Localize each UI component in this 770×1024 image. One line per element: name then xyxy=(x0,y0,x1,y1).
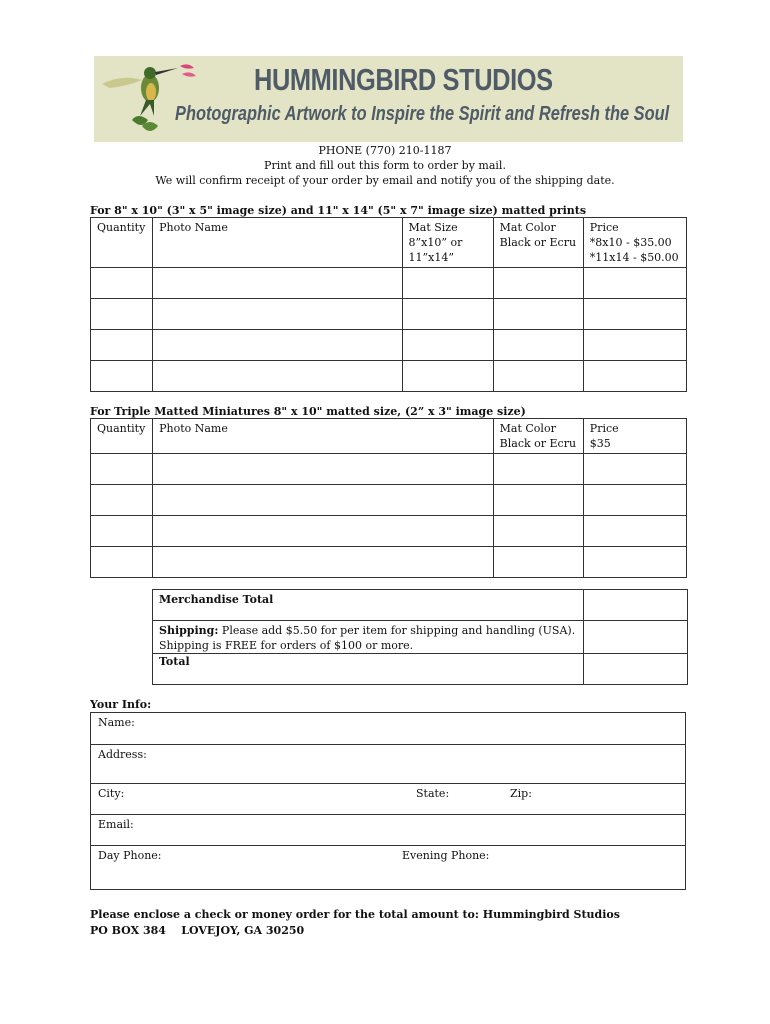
table-row[interactable] xyxy=(91,485,687,516)
header-banner xyxy=(94,56,683,142)
photo-name-cell[interactable] xyxy=(153,516,494,547)
table-header-row xyxy=(91,218,687,268)
name-label: Name: xyxy=(98,716,135,729)
payment-line: Please enclose a check or money order for the total amount to: Hummingbird Studios xyxy=(90,908,620,921)
merchandise-total-label: Merchandise Total xyxy=(153,590,584,621)
miniatures-table xyxy=(90,418,687,578)
quantity-cell[interactable] xyxy=(91,361,153,392)
tagline: Photographic Artwork to Inspire the Spirit and Refresh the Soul xyxy=(175,103,670,125)
mat-color-cell[interactable] xyxy=(493,485,583,516)
col-header-mat-color: Mat Color Black or Ecru xyxy=(493,218,583,268)
total-field[interactable] xyxy=(584,654,688,685)
mat-color-cell[interactable] xyxy=(493,361,583,392)
evening-phone-label: Evening Phone: xyxy=(402,849,490,862)
your-info-title: Your Info: xyxy=(90,698,152,711)
mat-color-cell[interactable] xyxy=(493,330,583,361)
price-cell[interactable] xyxy=(583,485,686,516)
total-row xyxy=(153,654,688,685)
price-cell[interactable] xyxy=(583,268,686,299)
confirmation-line: We will confirm receipt of your order by email and notify you of the shipping date. xyxy=(155,174,615,187)
day-phone-label: Day Phone: xyxy=(98,849,162,862)
mat-color-cell[interactable] xyxy=(493,268,583,299)
table-row[interactable] xyxy=(91,516,687,547)
table-row[interactable] xyxy=(91,361,687,392)
brand-name: HUMMINGBIRD STUDIOS xyxy=(254,62,553,97)
shipping-row xyxy=(153,621,688,654)
mat-color-cell[interactable] xyxy=(493,547,583,578)
section1-title: For 8" x 10" (3" x 5" image size) and 11" x 14" (5" x 7" image size) matted prints xyxy=(90,204,587,217)
photo-name-cell[interactable] xyxy=(153,330,402,361)
quantity-cell[interactable] xyxy=(91,330,153,361)
photo-name-cell[interactable] xyxy=(153,361,402,392)
col-header-quantity: Quantity xyxy=(91,218,153,268)
table-row[interactable] xyxy=(91,547,687,578)
table-row[interactable] xyxy=(91,299,687,330)
photo-name-cell[interactable] xyxy=(153,299,402,330)
col-header-photo-name: Photo Name xyxy=(153,218,402,268)
instructions-line: Print and fill out this form to order by mail. xyxy=(264,159,506,172)
section2-title: For Triple Matted Miniatures 8" x 10" matted size, (2” x 3" image size) xyxy=(90,405,526,418)
price-cell[interactable] xyxy=(583,330,686,361)
price-cell[interactable] xyxy=(583,516,686,547)
phone-row[interactable] xyxy=(91,846,685,889)
mat-color-cell[interactable] xyxy=(493,516,583,547)
photo-name-cell[interactable] xyxy=(153,454,494,485)
total-label: Total xyxy=(153,654,584,685)
merchandise-total-row xyxy=(153,590,688,621)
address-field[interactable] xyxy=(91,745,685,784)
quantity-cell[interactable] xyxy=(91,516,153,547)
zip-label: Zip: xyxy=(510,787,532,800)
photo-name-cell[interactable] xyxy=(153,268,402,299)
col-header-mat-color: Mat Color Black or Ecru xyxy=(493,419,583,454)
your-info-form xyxy=(90,712,686,890)
col-header-quantity: Quantity xyxy=(91,419,153,454)
col-header-price: Price *8x10 - $35.00 *11x14 - $50.00 xyxy=(583,218,686,268)
address-label: Address: xyxy=(98,748,147,761)
shipping-field[interactable] xyxy=(584,621,688,654)
city-label: City: xyxy=(98,787,125,800)
col-header-mat-size: Mat Size 8”x10” or 11”x14” xyxy=(402,218,493,268)
name-field[interactable] xyxy=(91,713,685,745)
email-field[interactable] xyxy=(91,815,685,846)
quantity-cell[interactable] xyxy=(91,268,153,299)
matted-prints-table xyxy=(90,217,687,392)
state-label: State: xyxy=(416,787,450,800)
quantity-cell[interactable] xyxy=(91,299,153,330)
col-header-photo-name: Photo Name xyxy=(153,419,494,454)
mat-color-cell[interactable] xyxy=(493,454,583,485)
payment-instructions xyxy=(90,907,620,939)
quantity-cell[interactable] xyxy=(91,485,153,516)
mat-size-cell[interactable] xyxy=(402,268,493,299)
col-header-price: Price $35 xyxy=(583,419,686,454)
mat-size-cell[interactable] xyxy=(402,361,493,392)
mat-size-cell[interactable] xyxy=(402,299,493,330)
quantity-cell[interactable] xyxy=(91,454,153,485)
quantity-cell[interactable] xyxy=(91,547,153,578)
price-cell[interactable] xyxy=(583,454,686,485)
table-row[interactable] xyxy=(91,454,687,485)
email-label: Email: xyxy=(98,818,134,831)
price-cell[interactable] xyxy=(583,547,686,578)
table-header-row xyxy=(91,419,687,454)
shipping-label: Shipping: Please add $5.50 for per item for shipping and handling (USA). Shipping is FREE for orders of $100 or more. xyxy=(153,621,584,654)
phone-line: PHONE (770) 210-1187 xyxy=(318,144,452,157)
price-cell[interactable] xyxy=(583,361,686,392)
mat-color-cell[interactable] xyxy=(493,299,583,330)
city-state-zip-row[interactable] xyxy=(91,784,685,815)
totals-table xyxy=(152,589,688,685)
merchandise-total-field[interactable] xyxy=(584,590,688,621)
price-cell[interactable] xyxy=(583,299,686,330)
mat-size-cell[interactable] xyxy=(402,330,493,361)
photo-name-cell[interactable] xyxy=(153,485,494,516)
table-row[interactable] xyxy=(91,330,687,361)
table-row[interactable] xyxy=(91,268,687,299)
flower-icon xyxy=(178,62,198,84)
mailing-address: PO BOX 384 LOVEJOY, GA 30250 xyxy=(90,924,305,937)
photo-name-cell[interactable] xyxy=(153,547,494,578)
